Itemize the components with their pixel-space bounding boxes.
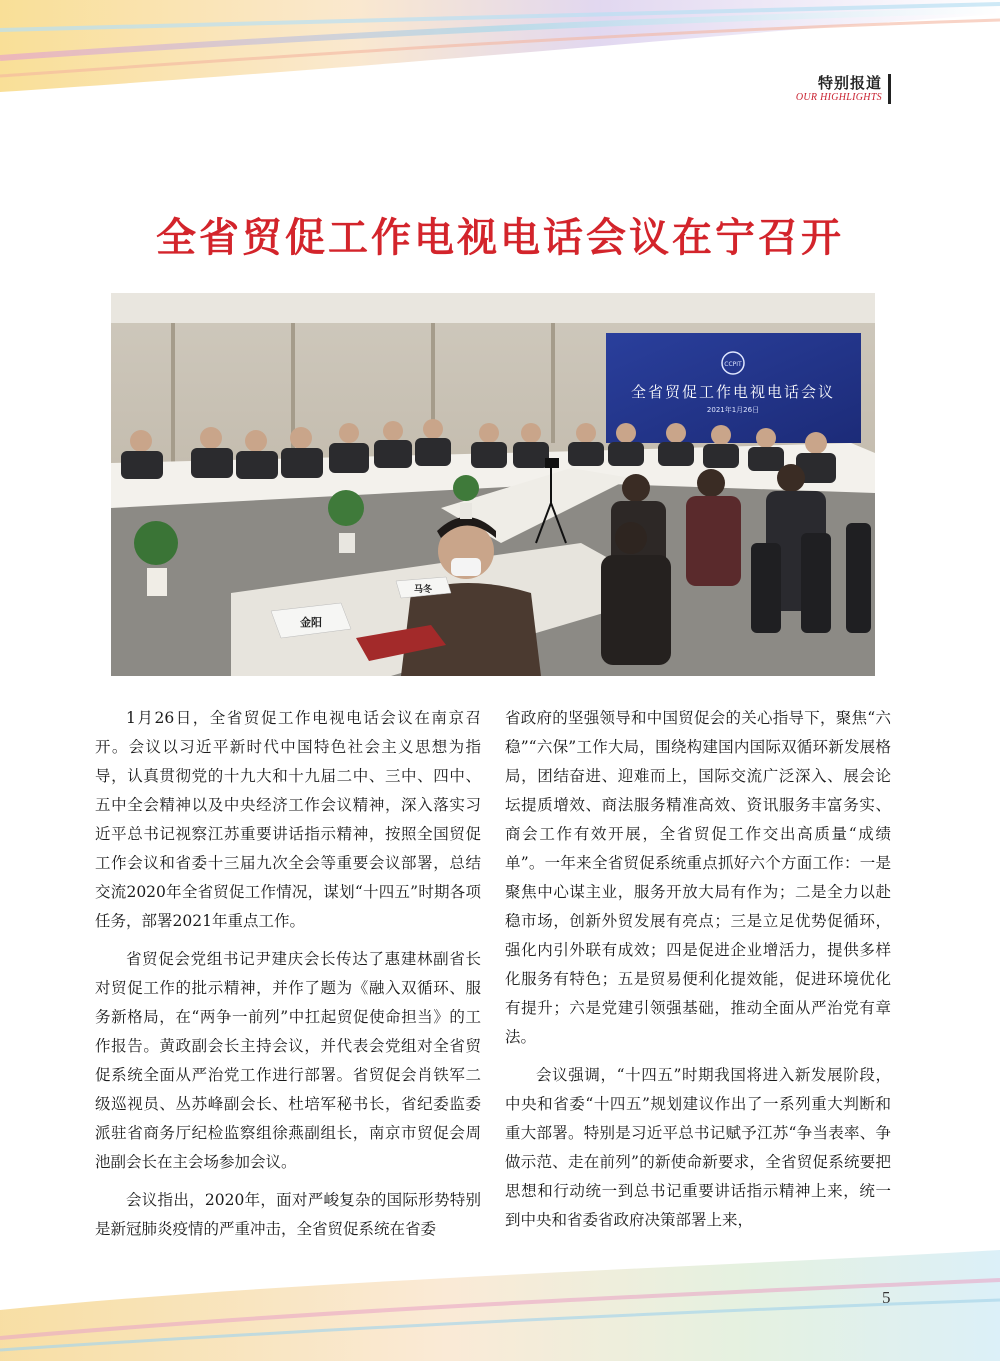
section-title-en: OUR HIGHLIGHTS (795, 92, 882, 103)
section-tag (796, 74, 882, 104)
conference-photo (111, 293, 875, 676)
paragraph: 省贸促会党组书记尹建庆会长传达了惠建林副省长对贸促工作的批示精神，并作了题为《融入双循环、服务新格局，在“两争一前列”中扛起贸促使命担当》的工作报告。黄政副会长主持会议，并代表会党组对全省贸促系统全面从严治党工作进行部署。省贸促会肖铁军二级巡视员、丛苏峰副会长、杜培军秘书长，省纪委监委派驻省商务厅纪检监察组徐燕副组长，南京市贸促会周池副会长在主会场参加会议。 (95, 950, 481, 1171)
article-column-left (95, 704, 481, 1253)
nameplate-2: 马冬 (413, 585, 433, 595)
paragraph: 1月26日，全省贸促工作电视电话会议在南京召开。会议以习近平新时代中国特色社会主义思想为指导，认真贯彻党的十九大和十九届二中、三中、四中、五中全会精神以及中央经济工作会议精神，深入落实习近平总书记视察江苏重要讲话指示精神，按照全国贸促工作会议和省委十三届九次全会等重要会议部署，总结交流2020年全省贸促工作情况，谋划“十四五”时期各项任务，部署2021年重点工作。 (95, 709, 481, 930)
banner-logo-text: CCPIT (724, 361, 742, 368)
paragraph: 省政府的坚强领导和中国贸促会的关心指导下，聚焦“六稳”“六保”工作大局，围绕构建国内国际双循环新发展格局，团结奋进、迎难而上，国际交流广泛深入、展会论坛提质增效、商法服务精准高效、资讯服务丰富务实、商会工作有效开展，全省贸促工作交出高质量“成绩单”。一年来全省贸促系统重点抓好六个方面工作：一是聚焦中心谋主业，服务开放大局有作为；二是全力以赴稳市场，创新外贸发展有亮点；三是立足优势促循环，强化内引外联有成效；四是促进企业增活力，提供多样化服务有特色；五是贸易便利化提效能，促进环境优化有提升；六是党建引领强基础，推动全面从严治党有章法。 (505, 709, 891, 1046)
article-title: 全省贸促工作电视电话会议在宁召开 (156, 214, 844, 261)
section-divider-bar (888, 74, 891, 104)
banner-date: 2021年1月26日 (706, 406, 760, 414)
bottom-decorative-swoosh (0, 1250, 1000, 1361)
banner-title: 全省贸促工作电视电话会议 (630, 383, 836, 401)
nameplate-1: 金阳 (300, 616, 322, 629)
paragraph: 会议强调，“十四五”时期我国将进入新发展阶段，中央和省委“十四五”规划建议作出了一系列重大判断和重大部署。特别是习近平总书记赋予江苏“争当表率、争做示范、走在前列”的新使命新要求，全省贸促系统要把思想和行动统一到总书记重要讲话指示精神上来，统一到中央和省委省政府决策部署上来， (505, 1066, 891, 1229)
section-title-zh: 特别报道 (817, 74, 882, 92)
page-number: 5 (882, 1288, 891, 1307)
article-column-right (505, 704, 891, 1244)
paragraph: 会议指出，2020年，面对严峻复杂的国际形势特别是新冠肺炎疫情的严重冲击，全省贸促系统在省委 (95, 1191, 481, 1238)
